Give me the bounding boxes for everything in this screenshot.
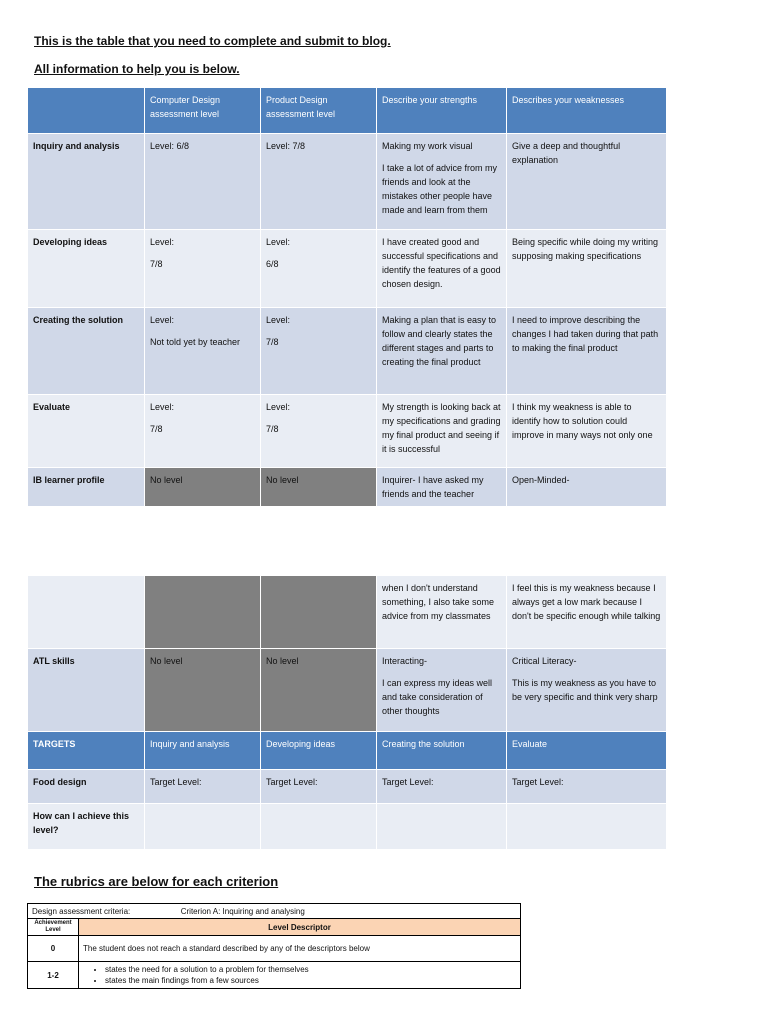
answer-cell[interactable]: [261, 804, 377, 850]
header-cell: Describes your weaknesses: [507, 88, 667, 134]
strengths-cell: [377, 308, 507, 395]
targets-header-row: [28, 732, 667, 770]
row-label: How can I achieve this level?: [28, 804, 145, 850]
cell-text: 6/8: [266, 259, 279, 269]
rubric-descriptor: [79, 962, 521, 989]
product-level-cell: [261, 308, 377, 395]
product-level-cell: [261, 134, 377, 230]
product-level-cell: [261, 468, 377, 507]
intro-line-1: This is the table that you need to complete and submit to blog.: [34, 34, 391, 48]
row-label: Inquiry and analysis: [28, 134, 145, 230]
rubric-heading: [28, 904, 521, 919]
answer-cell[interactable]: [377, 804, 507, 850]
cell-text: Level:: [150, 402, 175, 412]
weaknesses-cell: [507, 649, 667, 732]
target-level-cell: Target Level:: [261, 770, 377, 804]
rubric-column-header-row: [28, 919, 521, 936]
computer-level-cell: [145, 134, 261, 230]
header-cell: [28, 88, 145, 134]
row-label: Food design: [28, 770, 145, 804]
cell-text: Critical Literacy-: [512, 656, 577, 666]
row-label: Creating the solution: [28, 308, 145, 395]
cell-text: Level:: [150, 315, 175, 325]
rubric-table: [27, 903, 521, 989]
target-level-cell: Target Level:: [145, 770, 261, 804]
criteria-label: Design assessment criteria:: [32, 906, 131, 916]
weaknesses-cell: I feel this is my weakness because I always get a low mark because I don't be specific enough while talking: [507, 576, 667, 649]
product-level-cell: [261, 230, 377, 308]
rubric-bullet: • states the need for a solution to a problem for themselves: [105, 964, 516, 975]
rubric-level: 1-2: [28, 962, 79, 989]
computer-level-cell: [145, 576, 261, 649]
cell-text: I have created good and successful specifications and identify the features of a good chosen design.: [382, 237, 501, 289]
header-cell: Product Design assessment level: [261, 88, 377, 134]
row-label: Evaluate: [28, 395, 145, 468]
cell-text: This is my weakness as you have to be very specific and think very sharp: [512, 678, 658, 702]
table-row: [28, 395, 667, 468]
product-level-cell: [261, 395, 377, 468]
answer-cell[interactable]: [145, 804, 261, 850]
rubric-row: [28, 962, 521, 989]
table-row: [28, 804, 667, 850]
rubric-level: 0: [28, 936, 79, 962]
computer-level-cell: [145, 395, 261, 468]
strengths-cell: [377, 230, 507, 308]
cell-text: No level: [150, 475, 183, 485]
answer-cell[interactable]: [507, 804, 667, 850]
weaknesses-cell: [507, 230, 667, 308]
weaknesses-cell: [507, 308, 667, 395]
intro-line-2: All information to help you is below.: [34, 62, 240, 76]
product-level-cell: No level: [261, 649, 377, 732]
rubric-bullet: • states the main findings from a few sources: [105, 975, 516, 986]
header-cell: Evaluate: [507, 732, 667, 770]
header-cell: Computer Design assessment level: [145, 88, 261, 134]
strengths-cell: [377, 468, 507, 507]
row-label: IB learner profile: [28, 468, 145, 507]
cell-text: 7/8: [266, 424, 279, 434]
cell-text: Making my work visual: [382, 141, 473, 151]
table-row: [28, 576, 667, 649]
table-row: [28, 134, 667, 230]
cell-text: Not told yet by teacher: [150, 337, 241, 347]
target-level-cell: Target Level:: [377, 770, 507, 804]
cell-text: I need to improve describing the changes I had taken during that path to making the final product: [512, 315, 659, 353]
table-header-row: [28, 88, 667, 134]
rubric-row: [28, 936, 521, 962]
cell-text: No level: [266, 475, 299, 485]
cell-text: Being specific while doing my writing supposing making specifications: [512, 237, 659, 261]
cell-text: Level: 6/8: [150, 141, 190, 151]
target-level-cell: Target Level:: [507, 770, 667, 804]
assessment-table: [27, 87, 667, 507]
cell-text: Interacting-: [382, 656, 428, 666]
row-label: [28, 576, 145, 649]
row-label: ATL skills: [28, 649, 145, 732]
cell-text: Making a plan that is easy to follow and clearly states the different stages and parts to creating the final product: [382, 315, 497, 367]
table-row: [28, 308, 667, 395]
criterion-name: Criterion A: Inquiring and analysing: [180, 906, 305, 916]
level-descriptor-header: Level Descriptor: [79, 919, 521, 936]
rubrics-title: The rubrics are below for each criterion: [34, 874, 279, 889]
targets-title: TARGETS: [28, 732, 145, 770]
header-cell: Creating the solution: [377, 732, 507, 770]
strengths-cell: when I don't understand something, I also take some advice from my classmates: [377, 576, 507, 649]
cell-text: I take a lot of advice from my friends and look at the mistakes other people have made and learn from them: [382, 163, 498, 215]
computer-level-cell: [145, 468, 261, 507]
cell-text: Level:: [266, 237, 291, 247]
cell-text: Level:: [150, 237, 175, 247]
table-row: [28, 230, 667, 308]
strengths-cell: [377, 395, 507, 468]
weaknesses-cell: [507, 134, 667, 230]
computer-level-cell: No level: [145, 649, 261, 732]
cell-text: Level:: [266, 402, 291, 412]
table-row: [28, 770, 667, 804]
computer-level-cell: [145, 230, 261, 308]
table-row: [28, 468, 667, 507]
cell-text: Level:: [266, 315, 291, 325]
weaknesses-cell: [507, 468, 667, 507]
cell-text: My strength is looking back at my specifications and grading my final product and seeing if it is successful: [382, 402, 501, 454]
computer-level-cell: [145, 308, 261, 395]
table-row: [28, 649, 667, 732]
rubric-descriptor: The student does not reach a standard described by any of the descriptors below: [79, 936, 521, 962]
achievement-level-header: Achievement Level: [28, 919, 79, 936]
row-label: Developing ideas: [28, 230, 145, 308]
weaknesses-cell: [507, 395, 667, 468]
cell-text: Level: 7/8: [266, 141, 306, 151]
cell-text: Open-Minded-: [512, 475, 570, 485]
cell-text: I can express my ideas well and take consideration of other thoughts: [382, 678, 493, 716]
assessment-table-continued: [27, 575, 667, 850]
cell-text: Inquirer- I have asked my friends and the teacher: [382, 475, 484, 499]
cell-text: Give a deep and thoughtful explanation: [512, 141, 621, 165]
cell-text: 7/8: [150, 259, 163, 269]
header-cell: Developing ideas: [261, 732, 377, 770]
header-cell: Inquiry and analysis: [145, 732, 261, 770]
strengths-cell: [377, 649, 507, 732]
rubric-heading-row: [28, 904, 521, 919]
cell-text: 7/8: [266, 337, 279, 347]
cell-text: 7/8: [150, 424, 163, 434]
strengths-cell: [377, 134, 507, 230]
product-level-cell: [261, 576, 377, 649]
cell-text: I think my weakness is able to identify how to solution could improve in many ways not only one: [512, 402, 653, 440]
header-cell: Describe your strengths: [377, 88, 507, 134]
